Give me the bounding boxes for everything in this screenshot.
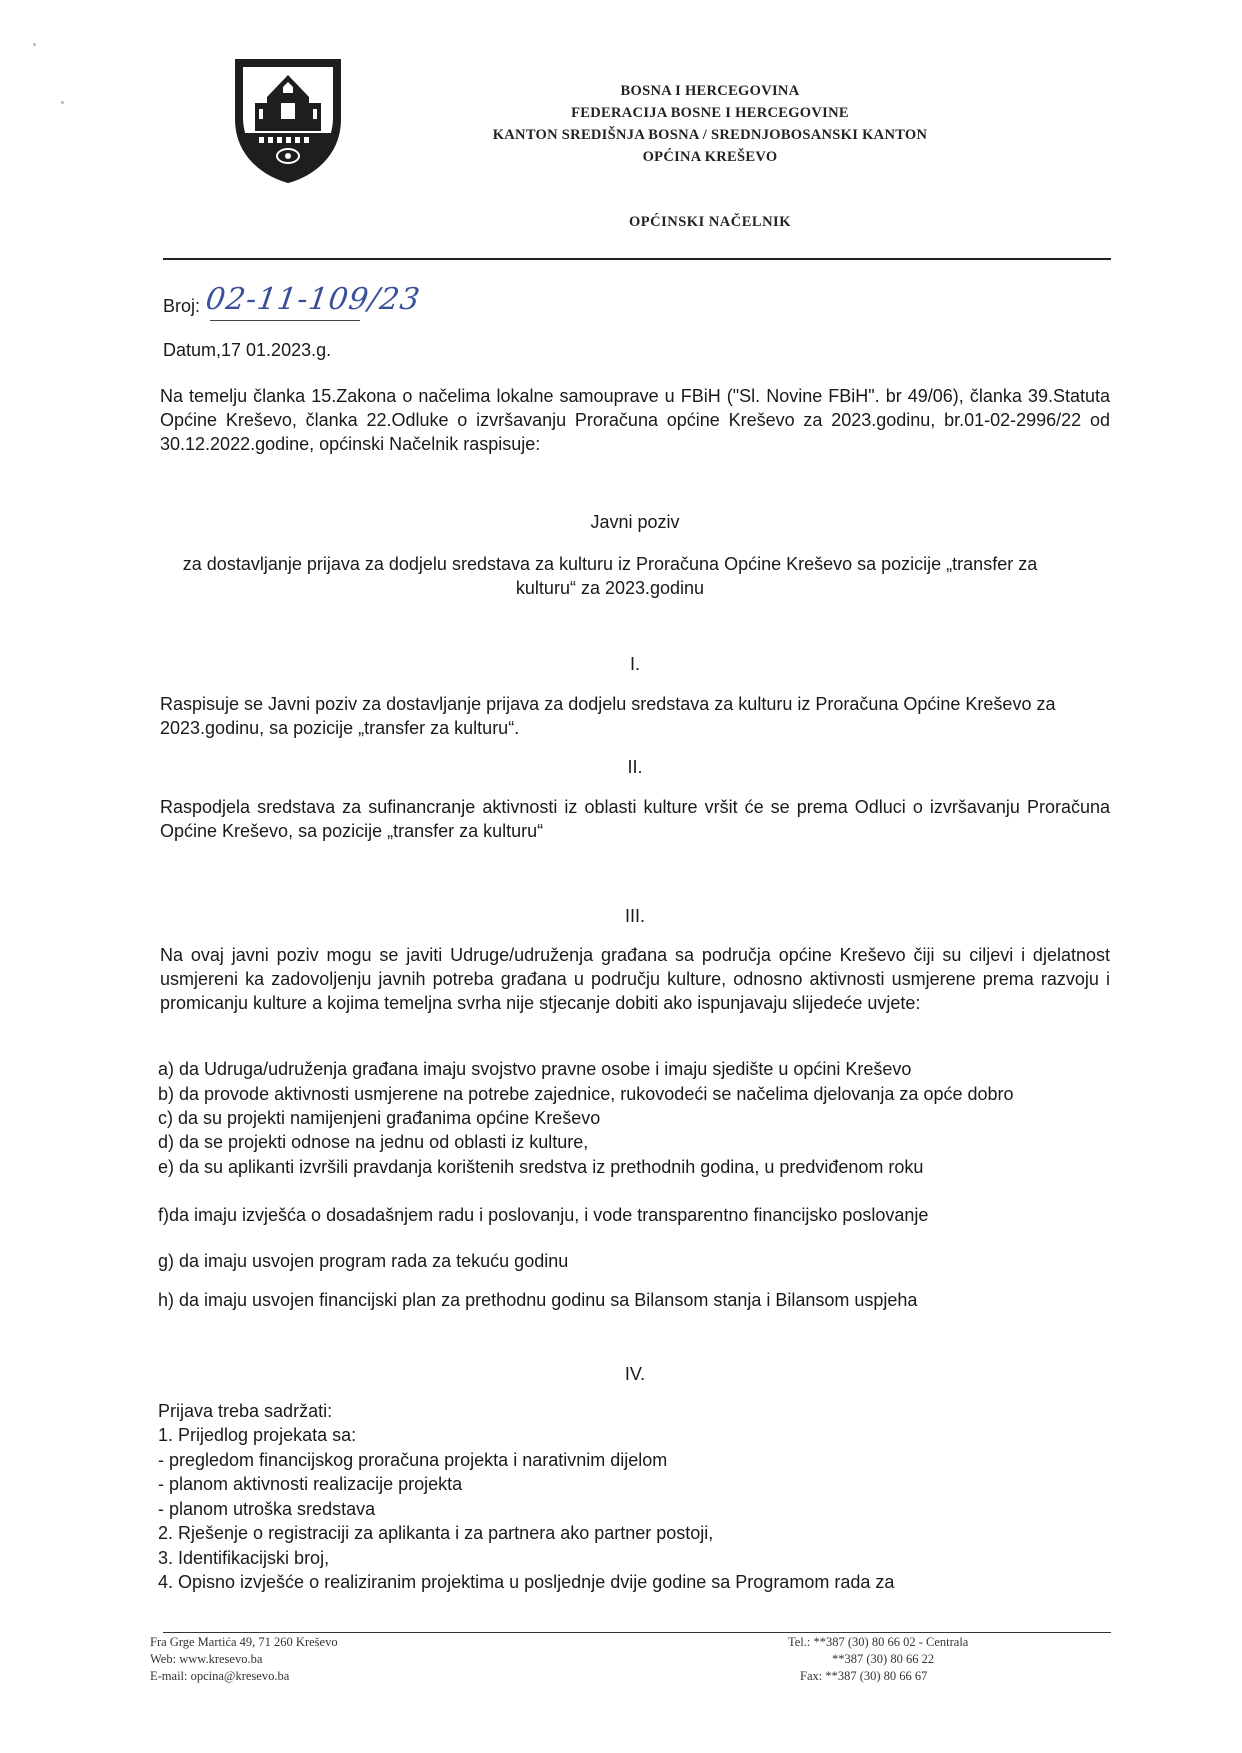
header-line-canton: KANTON SREDIŠNJA BOSNA / SREDNJOBOSANSKI KANTON (492, 127, 928, 143)
section-1-number: I. (629, 654, 640, 674)
section-3-condition-e: e) da su aplikanti izvršili pravdanja korištenih sredstva iz prethodnih godina, u predviđenom roku (158, 1157, 924, 1177)
section-3-condition-a: a) da Udruga/udruženja građana imaju svojstvo pravne osobe i imaju sjedište u općini Kreševo (158, 1059, 912, 1079)
section-3-number: III. (624, 906, 645, 926)
section-2-number: II. (627, 757, 643, 777)
section-4-item: 4. Opisno izvješće o realiziranim projektima u posljednje dvije godine sa Programom rada za (158, 1572, 895, 1592)
section-1-text: Raspisuje se Javni poziv za dostavljanje prijava za dodjelu sredstava za kulturu iz Proračuna Općine Kreševo za 2023.godinu, sa pozicije „transfer za kulturu“. (160, 694, 1056, 738)
reference-number-value: 02-11-109/23 (203, 282, 423, 317)
footer-contact-phones (788, 1634, 968, 1685)
footer-web: Web: www.kresevo.ba (150, 1652, 263, 1666)
section-4-item: 2. Rješenje o registraciji za aplikanta i za partnera ako partner postoji, (158, 1523, 714, 1543)
section-3-condition-h: h) da imaju usvojen financijski plan za prethodnu godinu sa Bilansom stanja i Bilansom uspjeha (158, 1290, 918, 1310)
footer-contact-address (150, 1634, 338, 1685)
reference-number-underline (210, 320, 360, 321)
section-4-number: IV. (624, 1364, 646, 1384)
header-office: OPĆINSKI NAČELNIK (629, 214, 791, 230)
reference-number-label: Broj: (163, 296, 201, 316)
intro-paragraph: Na temelju članka 15.Zakona o načelima lokalne samouprave u FBiH ("Sl. Novine FBiH". br 49/06), članka 39.Statuta Općine Kreševo, članka 22.Odluke o izvršavanju Proračuna općine Kreševo za 2023.godinu, br.01-02-2996/22 od 30.12.2022.godine, općinski Načelnik raspisuje: (160, 386, 1110, 454)
section-4-item: Prijava treba sadržati: (158, 1401, 333, 1421)
section-3-condition-f: f)da imaju izvješća o dosadašnjem radu i poslovanju, i vode transparentno financijsko poslovanje (158, 1205, 929, 1225)
section-3-condition-g: g) da imaju usvojen program rada za tekuću godinu (158, 1251, 569, 1271)
footer-phone-central: Tel.: **387 (30) 80 66 02 - Centrala (788, 1635, 969, 1649)
header-line-federation: FEDERACIJA BOSNE I HERCEGOVINE (571, 105, 849, 121)
section-3-text: Na ovaj javni poziv mogu se javiti Udruge/udruženja građana sa područja općine Kreševo čiji su ciljevi i djelatnost usmjereni ka zadovoljenju javnih potreba građana u području kulture, odnosno aktivnosti usmjerene prema razvoju i promicanju kulture a kojima temeljna svrha nije stjecanje dobiti ako ispunjavaju slijedeće uvjete: (160, 945, 1110, 1013)
document-date: Datum,17 01.2023.g. (163, 340, 332, 360)
document-subtitle: za dostavljanje prijava za dodjelu sredstava za kulturu iz Proračuna Općine Kreševo sa pozicije „transfer za kulturu“ za 2023.godinu (182, 554, 1038, 598)
header-line-country: BOSNA I HERCEGOVINA (620, 83, 800, 99)
header-block (420, 80, 1000, 168)
footer-email: E-mail: opcina@kresevo.ba (150, 1669, 290, 1683)
reference-number-row (163, 282, 426, 322)
document-title: Javni poziv (590, 512, 680, 532)
footer-divider (163, 1632, 1111, 1633)
section-4-item: - planom utroška sredstava (158, 1499, 376, 1519)
section-4-item: - planom aktivnosti realizacije projekta (158, 1474, 463, 1494)
section-2-text: Raspodjela sredstava za sufinancranje aktivnosti iz oblasti kulture vršit će se prema Odluci o izvršavanju Proračuna Općine Kreševo, sa pozicije „transfer za kulturu“ (160, 797, 1110, 841)
header-line-municipality: OPĆINA KREŠEVO (642, 149, 778, 165)
section-3-condition-c: c) da su projekti namijenjeni građanima općine Kreševo (158, 1108, 601, 1128)
section-3-condition-d: d) da se projekti odnose na jednu od oblasti iz kulture, (158, 1132, 589, 1152)
section-4-item: - pregledom financijskog proračuna projekta i narativnim dijelom (158, 1450, 668, 1470)
footer-phone-secondary: **387 (30) 80 66 22 (832, 1652, 935, 1666)
footer-address: Fra Grge Martića 49, 71 260 Kreševo (150, 1635, 338, 1649)
municipality-crest-icon (233, 57, 343, 185)
section-3-condition-b: b) da provode aktivnosti usmjerene na potrebe zajednice, rukovodeći se načelima djelovanja za opće dobro (158, 1084, 1014, 1104)
scan-speck (61, 101, 64, 104)
section-4-item: 1. Prijedlog projekata sa: (158, 1425, 357, 1445)
footer-fax: Fax: **387 (30) 80 66 67 (800, 1669, 928, 1683)
header-divider (163, 258, 1111, 260)
scan-speck (33, 43, 36, 46)
section-4-item: 3. Identifikacijski broj, (158, 1548, 330, 1568)
